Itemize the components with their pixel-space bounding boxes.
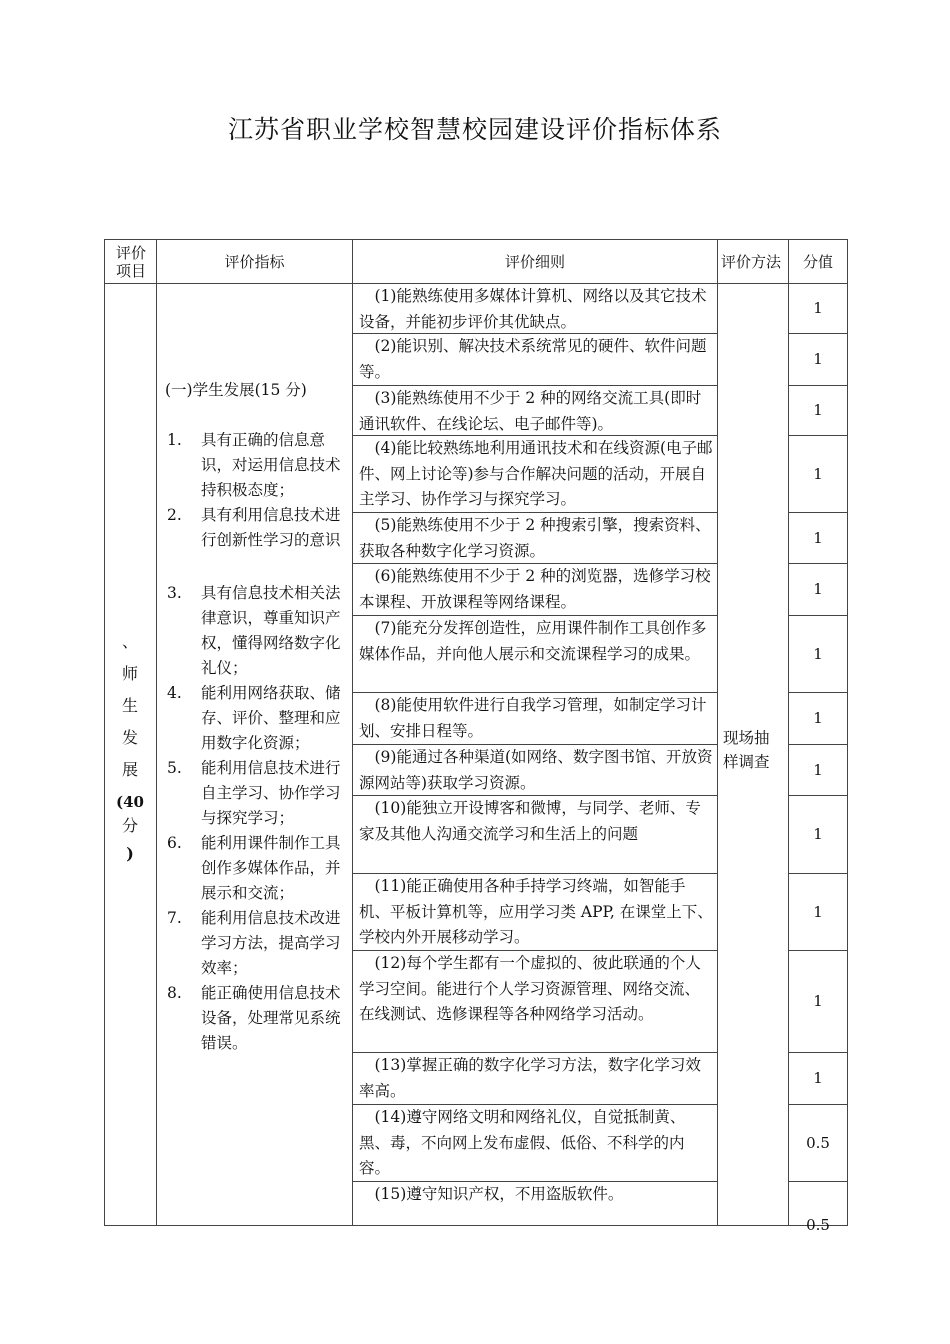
rule-text: (14)遵守网络文明和网络礼仪，自觉抵制黄、黑、毒，不向网上发布虚假、低俗、不科学的内容。 [359, 1108, 686, 1177]
score-cell: 1 [813, 528, 823, 547]
page-title: 江苏省职业学校智慧校园建设评价指标体系 [227, 115, 722, 144]
score-cell: 1 [813, 580, 823, 598]
header-rules: 评价细则 [504, 252, 565, 271]
rule-text: (5)能熟练使用不少于 2 种搜索引擎，搜索资料、获取各种数字化学习资源。 [359, 516, 711, 560]
score-cell: 1 [813, 299, 823, 317]
score-cell: 1 [813, 401, 823, 419]
indicator-item: 7. 能利用信息技术改进学习方法，提高学习效率； [167, 909, 341, 977]
rule-text: (6)能熟练使用不少于 2 种的浏览器，选修学习校本课程、开放课程等网络课程。 [359, 567, 711, 611]
score-cell: 0.5 [806, 1133, 830, 1152]
rule-text: (7)能充分发挥创造性，应用课件制作工具创作多媒体作品，并向他人展示和交流课程学习的成果。 [359, 619, 707, 663]
rule-text: (8)能使用软件进行自我学习管理，如制定学习计划、安排日程等。 [359, 696, 707, 740]
category-char: 展 [121, 760, 138, 779]
header-method: 评价方法 [721, 253, 782, 271]
indicator-item: 3. 具有信息技术相关法律意识，尊重知识产权，懂得网络数字化礼仪； [167, 584, 341, 677]
indicator-list [165, 428, 345, 1056]
method-cell: 现场抽样调查 [723, 729, 770, 771]
category-score: (40 [116, 793, 144, 811]
col-divider-1 [156, 240, 157, 1225]
category-char: 发 [121, 728, 138, 747]
header-item: 评价项目 [115, 244, 146, 280]
score-cell: 1 [813, 350, 823, 368]
indicator-item: 1. 具有正确的信息意识，对运用信息技术持积极态度； [167, 431, 341, 499]
score-cell: 1 [813, 992, 823, 1010]
score-cell: 1 [813, 709, 823, 727]
category-char: 师 [121, 664, 138, 683]
col-divider-3 [717, 240, 718, 1225]
category-char: 生 [121, 696, 138, 715]
rule-text: (12)每个学生都有一个虚拟的、彼此联通的个人学习空间。能进行个人学习资源管理、网络交流、在线测试、选修课程等各种网络学习活动。 [359, 954, 701, 1023]
rule-text: (11)能正确使用各种手持学习终端，如智能手机、平板计算机等，应用学习类 APP, 在课堂上下、学校内外开展移动学习。 [359, 877, 713, 946]
indicator-item: 6. 能利用课件制作工具创作多媒体作品，并展示和交流； [167, 834, 341, 902]
category-score-close: ) [126, 844, 134, 863]
category-char: 、 [121, 632, 138, 651]
rule-text: (9)能通过各种渠道(如网络、数字图书馆、开放资源网站等)获取学习资源。 [359, 748, 713, 792]
category-score-unit: 分 [121, 816, 138, 835]
header-indicator: 评价指标 [224, 252, 285, 271]
score-cell: 1 [813, 902, 823, 921]
score-cell: 1 [813, 760, 823, 779]
indicator-item: 5. 能利用信息技术进行自主学习、协作学习与探究学习； [167, 759, 341, 827]
score-cell: 1 [813, 464, 823, 483]
indicator-item: 4. 能利用网络获取、储存、评价、整理和应用数字化资源； [167, 684, 341, 752]
rule-text: (10)能独立开设博客和微博，与同学、老师、专家及其他人沟通交流学习和生活上的问题 [359, 799, 701, 843]
rule-text: (1)能熟练使用多媒体计算机、网络以及其它技术设备，并能初步评价其优缺点。 [359, 287, 707, 331]
indicator-item: 8. 能正确使用信息技术设备，处理常见系统错误。 [167, 984, 341, 1052]
rule-text: (13)掌握正确的数字化学习方法，数字化学习效率高。 [359, 1056, 701, 1100]
evaluation-table [104, 239, 848, 1234]
rule-text: (4)能比较熟练地利用通讯技术和在线资源(电子邮件、网上讨论等)参与合作解决问题的活动，开展自主学习、协作学习与探究学习。 [359, 439, 713, 508]
rule-text: (3)能熟练使用不少于 2 种的网络交流工具(即时通讯软件、在线论坛、电子邮件等)。 [359, 389, 702, 433]
score-cell: 0.5 [806, 1215, 830, 1234]
indicator-heading: (一)学生发展(15 分) [165, 381, 307, 399]
rule-text: (2)能识别、解决技术系统常见的硬件、软件问题等。 [359, 337, 707, 381]
score-cell: 1 [813, 825, 823, 843]
score-cell: 1 [813, 1069, 823, 1087]
header-score: 分值 [802, 252, 833, 271]
indicator-item: 2. 具有利用信息技术进行创新性学习的意识 [167, 506, 341, 549]
score-cell: 1 [813, 644, 823, 663]
rule-text: (15)遵守知识产权，不用盗版软件。 [374, 1185, 624, 1203]
